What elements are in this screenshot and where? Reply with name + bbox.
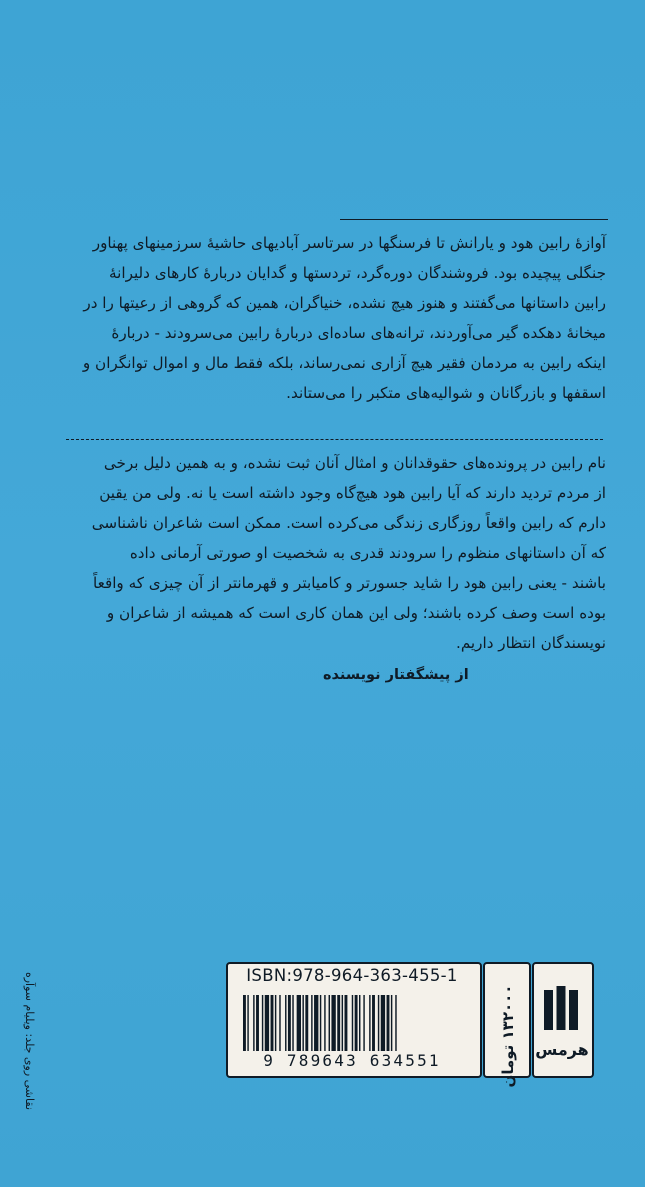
barcode-bar [372, 995, 375, 1051]
barcode-bar [359, 995, 360, 1051]
barcode-bar [355, 995, 358, 1051]
barcode-bars [243, 995, 457, 1051]
barcode-bar [247, 995, 248, 1051]
barcode-bar [395, 995, 396, 1051]
barcode-bar [324, 995, 325, 1051]
barcode-bar [288, 995, 291, 1051]
barcode-bar [342, 995, 343, 1051]
barcode-bar [320, 995, 321, 1051]
barcode-bar [256, 995, 259, 1051]
barcode-bar [329, 995, 330, 1051]
barcode-bar [311, 995, 312, 1051]
barcode-bar [363, 995, 364, 1051]
dashed-divider [66, 439, 603, 440]
cover-art-credit: نقاشی روی جلد: ویلیام سوآره [23, 971, 36, 1111]
barcode-bar [369, 995, 370, 1051]
barcode-bar [302, 995, 303, 1051]
barcode-bar [297, 995, 301, 1051]
barcode-bar [285, 995, 286, 1051]
top-rule [340, 219, 608, 220]
barcode-bar [271, 995, 274, 1051]
foreword-excerpt: نام رابین در پرونده‌های حقوقدانان و امثال آنان ثبت نشده، و به همین دلیل برخی از مردم تردید دارند که آیا رابین هود هیچ‌گاه وجود داشته است یا نه. ولی من یقین دارم که رابین واقعاً روزگاری زندگی می‌کرده است. ممکن است شاعران ناشناسی که آن داستانهای منظوم را سرودند قدری به شخصیت او صورتی آرمانی داده باشند - یعنی رابین هود را شاید جسورتر و کامیابتر و قهرمانتر از آن چیزی که واقعاً بوده است وصف کرده باشند؛ ولی این همان کاری است که همیشه از شاعران و نویسندگان انتظار داریم. [91, 454, 606, 652]
barcode-digits: 9 789643 634551 [263, 1051, 441, 1070]
barcode-bar [387, 995, 390, 1051]
barcode-bar [314, 995, 318, 1051]
barcode-bar [378, 995, 379, 1051]
price-text: ۱۳۲۰۰۰ تومان [499, 984, 517, 1088]
book-stack-icon [542, 984, 580, 1034]
barcode-bar [292, 995, 293, 1051]
publisher-name: هرمس [535, 1040, 589, 1059]
blurb-text: آوازهٔ رابین هود و یارانش تا فرسنگها در سرتاسر آبادیهای حاشیهٔ سرزمینهای پهناور جنگلی پیچیده بود. فروشندگان دوره‌گرد، تردستها و گدایان دربارهٔ کارهای دلیرانهٔ رابین داستانها می‌گفتند و هنوز هیچ نشده، خنیاگران، همین که گروهی از رعیتها را در میخانهٔ دهکده گیر می‌آوردند، ترانه‌های ساده‌ای دربارهٔ رابین می‌سرودند - دربارهٔ اینکه رابین به مردمان فقیر هیچ آزاری نمی‌رساند، بلکه فقط مال و اموال توانگران و اسقفها و بازرگانان و شوالیه‌های متکبر را می‌ستاند. [82, 234, 606, 402]
isbn-text: ISBN:978-964-363-455-1 [246, 966, 458, 985]
barcode-bar [262, 995, 263, 1051]
barcode-bar [331, 995, 335, 1051]
barcode-bar [352, 995, 353, 1051]
barcode-bar [279, 995, 280, 1051]
barcode-bar [243, 995, 246, 1051]
barcode-bar [275, 995, 276, 1051]
barcode-bar [391, 995, 392, 1051]
excerpt-source: از پیشگفتار نویسنده [323, 667, 469, 683]
barcode-bar [305, 995, 308, 1051]
barcode-bar [381, 995, 385, 1051]
barcode-bar [345, 995, 348, 1051]
barcode-bar [265, 995, 269, 1051]
barcode-bar [337, 995, 340, 1051]
barcode-bar [253, 995, 254, 1051]
